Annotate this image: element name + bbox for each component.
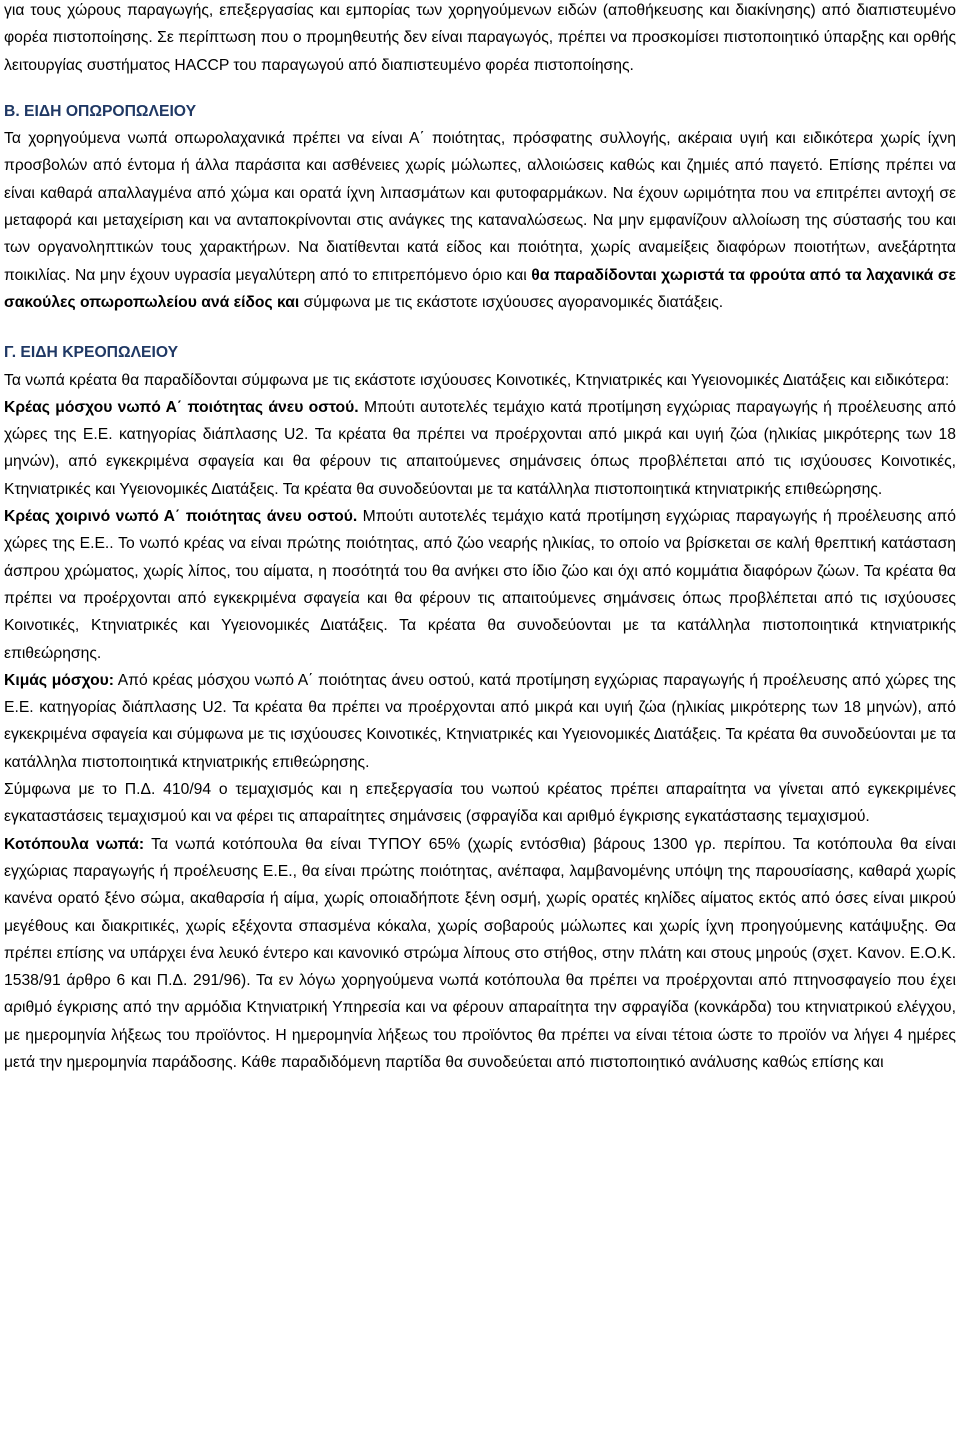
pork-text: Μπούτι αυτοτελές τεμάχιο κατά προτίμηση εγχώριας παραγωγής ή προέλευσης από χώρες της Ε.Ε.. Το νωπό κρέας να είναι πρώτης ποιότητας, από ζώο νεαρής ηλικίας, το οποίο να βρίσκεται σε καλή θρεπτική κατάσταση άσπρου χρώματος, χωρίς λίπος, του αίματα, η ποσότητά του θα ανήκει στο ίδιο ζώο και όχι από κομμάτια διαφόρων ζώων. Τα κρέατα θα πρέπει να προέρχονται από εγκεκριμένα σφαγεία και θα φέρουν τις απαιτούμενες σημάνσεις όπως προβλέπεται από τις ισχύουσες Κοινοτικές, Κτηνιατρικές και Υγειονομικές Διατάξεις. Τα κρέατα θα συνοδεύονται με τα κατάλληλα πιστοποιητικά κτηνιατρικής επιθεώρησης. bbox=[4, 508, 956, 662]
chicken-label: Κοτόπουλα νωπά: bbox=[4, 835, 145, 853]
pd-note-paragraph: Σύμφωνα με το Π.Δ. 410/94 ο τεμαχισμός και η επεξεργασία του νωπού κρέατος πρέπει απαραίτητα να γίνεται από εγκεκριμένες εγκαταστάσεις τεμαχισμού και να φέρει τις απαραίτητες σημάνσεις (σφραγίδα και αριθμό έγκρισης εγκατάστασης τεμαχισμού. bbox=[4, 781, 956, 826]
chicken-paragraph bbox=[4, 831, 956, 1077]
chicken-text: Τα νωπά κοτόπουλα θα είναι ΤΥΠΟΥ 65% (χωρίς εντόσθια) βάρους 1300 γρ. περίπου. Τα κοτόπουλα θα είναι εγχώριας παραγωγής ή προέλευσης Ε.Ε., θα είναι πρώτης ποιότητας, ανέπαφα, λαμβανομένης υπόψη της παρουσίασης, καθαρά χωρίς κανένα ορατό ξένο σώμα, ακαθαρσία ή αίμα, χωρίς οποιαδήποτε ξένη οσμή, χωρίς ορατές κηλίδες αίματος εκτός από όσες είναι μικρού μεγέθους και διακριτικές, χωρίς εξέχοντα σπασμένα κόκαλα, χωρίς σοβαρούς μώλωπες και χωρίς ίχνη προηγούμενης κατάψυξης. Θα πρέπει επίσης να υπάρχει ένα λευκό έντερο και κανονικό στρώμα λίπους στο στήθος, στην πλάτη και στους μηρούς (σχετ. Κανον. Ε.Ο.Κ. 1538/91 άρθρο 6 και Π.Δ. 291/96). Τα εν λόγω χορηγούμενα νωπά κοτόπουλα θα πρέπει να προέρχονται από πτηνοσφαγείο που έχει αριθμό έγκρισης από την αρμόδια Κτηνιατρική Υπηρεσία και να φέρουν απαραίτητα την σφραγίδα (κονκάρδα) του κτηνιατρικού ελέγχου, με ημερομηνία λήξεως του προϊόντος. Η ημερομηνία λήξεως του προϊόντος θα πρέπει να είναι τέτοια ώστε το προϊόν να λήγει 4 ημέρες μετά την ημερομηνία παράδοσης. Κάθε παραδιδόμενη παρτίδα θα συνοδεύεται από πιστοποιητικό ανάλυσης καθώς επίσης και bbox=[4, 835, 956, 1071]
mince-label: Κιμάς μόσχου: bbox=[4, 671, 115, 689]
section-b-bold-text: θα παραδίδονται χωριστά τα φρούτα από τα λαχανικά σε σακούλες οπωροπωλείου ανά είδος και bbox=[4, 266, 956, 311]
veal-text: Μπούτι αυτοτελές τεμάχιο κατά προτίμηση εγχώριας παραγωγής ή προέλευσης από χώρες της Ε.Ε. κατηγορίας διάπλασης U2. Τα κρέατα θα πρέπει να προέρχονται από μικρά και υγιή ζώα (ηλικίας μικρότερης των 18 μηνών), από εγκεκριμένα σφαγεία και θα φέρουν τις απαιτούμενες σημάνσεις όπως προβλέπεται από τις ισχύουσες Κοινοτικές, Κτηνιατρικές και Υγειονομικές Διατάξεις. Τα κρέατα θα συνοδεύονται με τα κατάλληλα πιστοποιητικά κτηνιατρικής επιθεώρησης. bbox=[4, 398, 957, 498]
section-b-paragraph bbox=[4, 125, 956, 316]
section-b-heading: Β. ΕΙΔΗ ΟΠΩΡΟΠΩΛΕΙΟΥ bbox=[4, 102, 197, 120]
pork-paragraph bbox=[4, 503, 956, 667]
intro-paragraph: για τους χώρους παραγωγής, επεξεργασίας και εμπορίας των χορηγούμενων ειδών (αποθήκευσης και διακίνησης) από διαπιστευμένο φορέα πιστοποίησης. Σε περίπτωση που ο προμηθευτής δεν είναι παραγωγός, πρέπει να προσκομίσει πιστοποιητικό ύπαρξης και ορθής λειτουργίας συστήματος HACCP του παραγωγού από διαπιστευμένο φορέα πιστοποίησης. bbox=[4, 2, 956, 74]
section-c-intro: Τα νωπά κρέατα θα παραδίδονται σύμφωνα με τις εκάστοτε ισχύουσες Κοινοτικές, Κτηνιατρικές και Υγειονομικές Διατάξεις και ειδικότερα: bbox=[4, 371, 950, 389]
section-c-heading: Γ. ΕΙΔΗ ΚΡΕΟΠΩΛΕΙΟΥ bbox=[4, 344, 179, 362]
veal-paragraph bbox=[4, 394, 956, 503]
section-b-text-1: Τα χορηγούμενα νωπά οπωρολαχανικά πρέπει να είναι Α΄ ποιότητας, πρόσφατης συλλογής, ακέραια υγιή και ειδικότερα χωρίς ίχνη προσβολών από έντομα ή άλλα παράσιτα και ασθένειες χωρίς μώλωπες, αλλοιώσεις καθώς και ζημιές από παγετό. Επίσης πρέπει να είναι καθαρά απαλλαγμένα από χώμα και ορατά ίχνη λιπασμάτων και φυτοφαρμάκων. Να έχουν ωριμότητα που να επιτρέπει αντοχή σε μεταφορά και μεταχείριση και να ανταποκρίνονται στις ανάγκες της καταναλώσεως. Να μην εμφανίζουν αλλοίωση της σύστασής του και των οργανοληπτικών τους χαρακτήρων. Να διατίθενται κατά είδος και ποιότητα, χωρίς αναμείξεις διαφόρων ποιοτήτων, ανεξάρτητα ποικιλίας. Να μην έχουν υγρασία μεγαλύτερη από το επιτρεπόμενο όριο και bbox=[4, 130, 956, 284]
mince-text: Από κρέας μόσχου νωπό Α΄ ποιότητας άνευ οστού, κατά προτίμηση εγχώριας παραγωγής ή προέλευσης από χώρες της Ε.Ε. κατηγορίας διάπλασης U2. Τα κρέατα θα πρέπει να προέρχονται από μικρά και υγιή ζώα (ηλικίας μικρότερης των 18 μηνών), από εγκεκριμένα σφαγεία και σύμφωνα με τις ισχύουσες Κοινοτικές, Κτηνιατρικές και Υγειονομικές Διατάξεις. Τα κρέατα θα συνοδεύονται με τα κατάλληλα πιστοποιητικά κτηνιατρικής επιθεώρησης. bbox=[4, 671, 956, 771]
section-b-text-2: σύμφωνα με τις εκάστοτε ισχύουσες αγορανομικές διατάξεις. bbox=[299, 293, 724, 311]
pork-label: Κρέας χοιρινό νωπό Α΄ ποιότητας άνευ οστού. bbox=[4, 508, 358, 526]
veal-label: Κρέας μόσχου νωπό Α΄ ποιότητας άνευ οστού. bbox=[4, 398, 359, 416]
mince-paragraph bbox=[4, 667, 956, 776]
